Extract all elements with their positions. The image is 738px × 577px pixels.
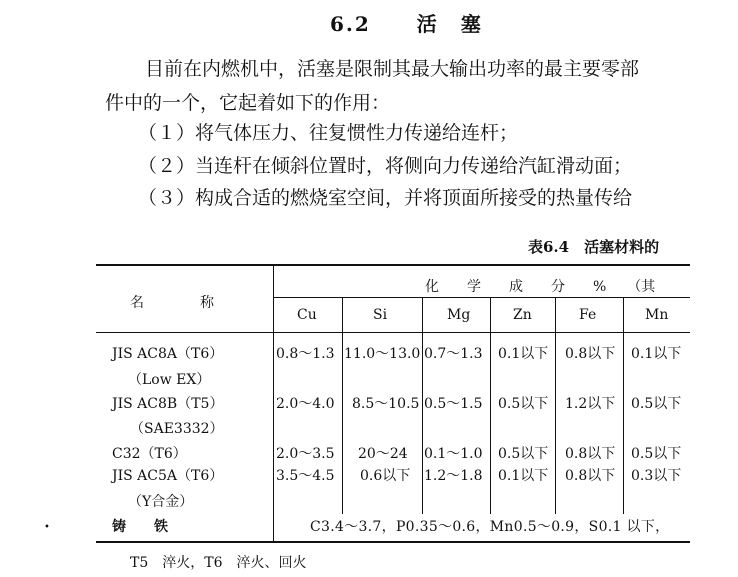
table-cell: 0.5以下	[631, 396, 682, 412]
table-cell: 0.8～1.3	[276, 346, 335, 362]
table-cell: 0.1以下	[631, 346, 682, 362]
column-header-cu: Cu	[297, 307, 317, 323]
group-header-rule	[274, 297, 690, 298]
table-row-name: JIS AC8B（T5）	[112, 396, 224, 412]
table-cell: 0.8以下	[565, 468, 616, 484]
table-cell: 20～24	[358, 446, 408, 462]
column-header-zn: Zn	[513, 307, 532, 323]
paragraph-line-1: 目前在内燃机中，活塞是限制其最大输出功率的最主要零部	[145, 58, 640, 80]
group-header: 化 学 成 分 % （其	[425, 279, 656, 295]
table-top-rule	[96, 264, 690, 266]
col-divider	[555, 297, 556, 514]
col-divider	[422, 297, 423, 514]
table-cell: 0.5以下	[498, 396, 549, 412]
table-cell: 1.2～1.8	[424, 468, 483, 484]
table-cell: 0.5～1.5	[424, 396, 483, 412]
table-row-name: JIS AC5A（T6）	[112, 468, 224, 484]
table-cell: 0.1以下	[498, 346, 549, 362]
table-cell: 0.5以下	[498, 446, 549, 462]
table-cell: 0.8以下	[565, 446, 616, 462]
column-header-fe: Fe	[579, 307, 597, 323]
table-row-name: C32（T6）	[112, 446, 187, 462]
column-header-si: Si	[373, 307, 388, 323]
table-cell: 0.7～1.3	[424, 346, 483, 362]
table-cell: 0.6以下	[360, 468, 411, 484]
table-row-subname: （Low EX）	[128, 372, 211, 388]
list-item-1: （１）将气体压力、往复惯性力传递给连杆；	[138, 122, 519, 144]
table-footnote: T5 淬火，T6 淬火、回火	[130, 555, 307, 571]
table-cell: 3.5～4.5	[276, 468, 335, 484]
table-header-rule	[96, 332, 690, 333]
table-cell: 0.5以下	[631, 446, 682, 462]
table-bottom-rule	[96, 541, 690, 543]
table-caption: 表6.4 活塞材料的	[528, 238, 660, 256]
stray-mark: •	[44, 522, 50, 533]
list-item-3: （３）构成合适的燃烧室空间，并将顶面所接受的热量传给	[138, 187, 633, 209]
table-row-subname: （Y合金）	[128, 494, 194, 510]
table-cell: 11.0～13.0	[344, 346, 421, 362]
table-cell: 0.3以下	[631, 468, 682, 484]
name-header: 名 称	[130, 295, 214, 311]
name-col-divider	[273, 264, 274, 541]
table-cell: 0.1以下	[498, 468, 549, 484]
column-header-mg: Mg	[447, 307, 471, 323]
section-heading: 活 塞	[416, 12, 483, 36]
table-row-name: JIS AC8A（T6）	[112, 346, 224, 362]
list-item-2: （２）当连杆在倾斜位置时，将侧向力传递给汽缸滑动面；	[138, 155, 633, 177]
col-divider	[623, 297, 624, 514]
paragraph-line-2: 件中的一个，它起着如下的作用：	[105, 92, 391, 114]
table-cell: 2.0～4.0	[276, 396, 335, 412]
col-divider	[490, 297, 491, 514]
section-number: 6.2	[330, 12, 371, 36]
section-title	[330, 8, 483, 37]
column-header-mn: Mn	[645, 307, 669, 323]
cast-iron-name: 铸 铁	[112, 519, 168, 535]
table-cell: 0.1～1.0	[424, 446, 483, 462]
table-cell: 1.2以下	[565, 396, 616, 412]
table-cell: 2.0～3.5	[276, 446, 335, 462]
cast-iron-composition: C3.4～3.7，P0.35～0.6，Mn0.5～0.9，S0.1 以下，	[310, 519, 670, 535]
col-divider	[342, 297, 343, 514]
table-row-subname: （SAE3332）	[130, 421, 224, 437]
table-cell: 0.8以下	[565, 346, 616, 362]
table-cell: 8.5～10.5	[352, 396, 420, 412]
